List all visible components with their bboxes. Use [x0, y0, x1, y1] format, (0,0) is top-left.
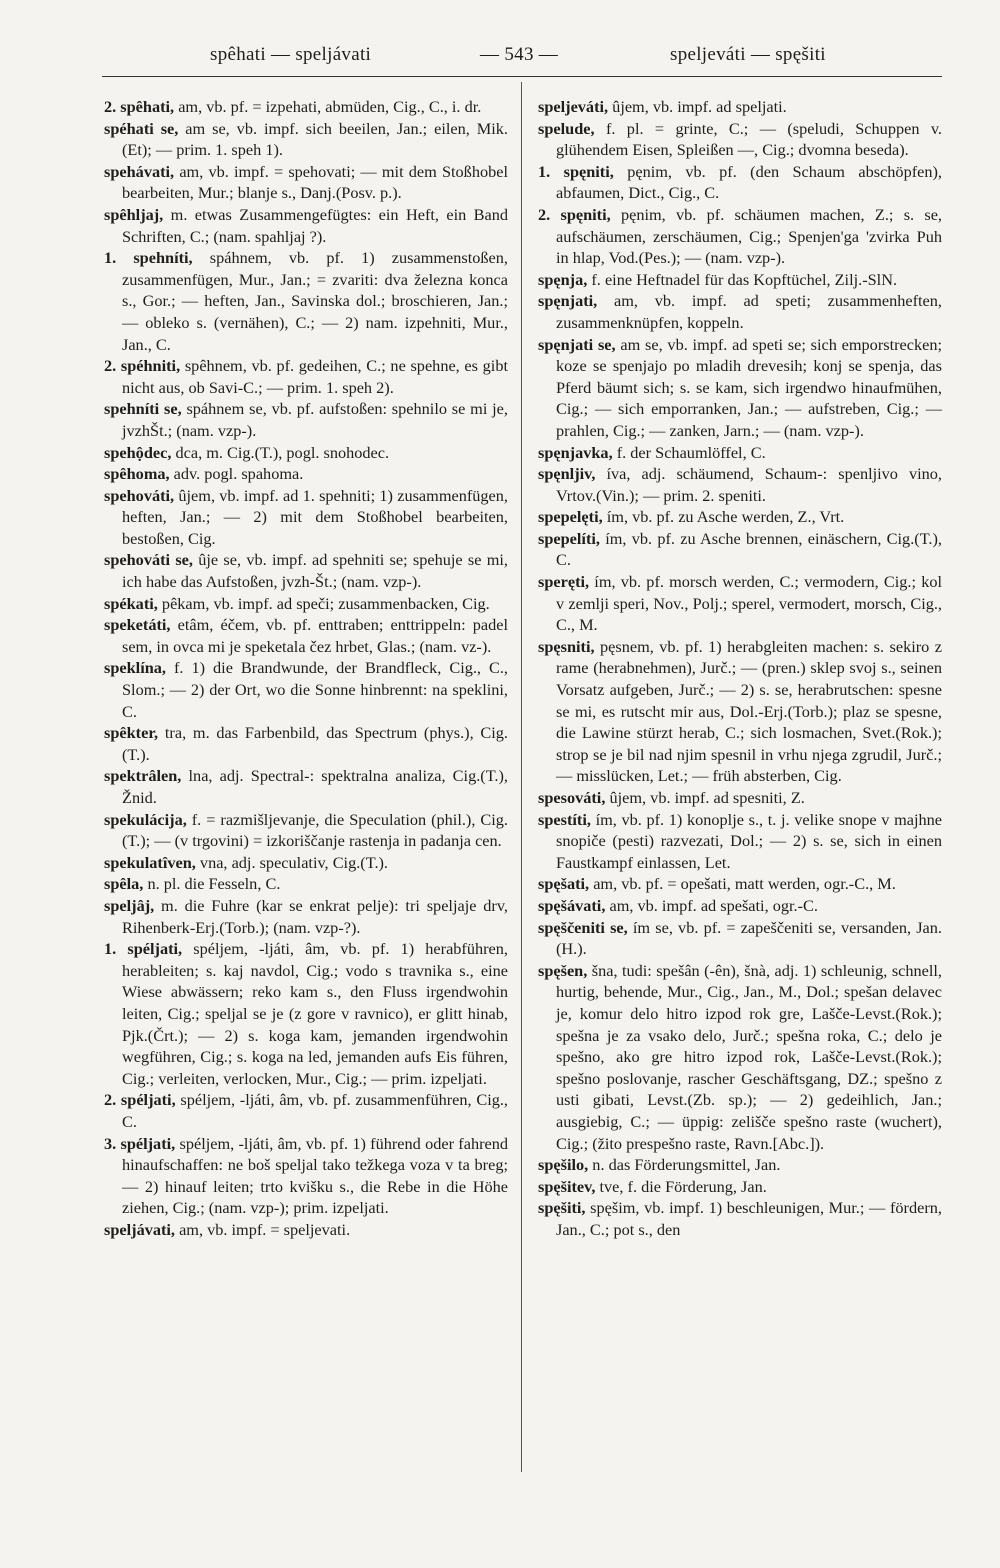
dictionary-entry [104, 809, 508, 852]
dictionary-entry [538, 895, 942, 917]
dictionary-entry [538, 96, 942, 118]
entry-definition: ím, vb. pf. 1) konoplje s., t. j. velike snope v majhne snopiče (pesti) razvezati, Dol.; — 2) s. se, sich in einen Faustkampf einlassen, Let. [556, 809, 942, 872]
header-left-guidewords: spêhati — speljávati [210, 44, 372, 65]
entry-definition: f. pl. = grinte, C.; — (speludi, Schuppen v. glühendem Eisen, Spleißen —, Cig.; dvomna beseda). [556, 118, 942, 160]
dictionary-entry [104, 938, 508, 1089]
entry-headword: 1. spęniti, [538, 161, 614, 181]
dictionary-entry [538, 463, 942, 506]
entry-definition: spęšim, vb. impf. 1) beschleunigen, Mur.; — fördern, Jan., C.; pot s., den [556, 1198, 942, 1239]
entry-headword: 1. spehníti, [104, 248, 193, 268]
entry-definition: spéljem, -ljáti, âm, vb. pf. zusammenführen, Cig., C. [122, 1090, 508, 1131]
dictionary-entry [538, 809, 942, 874]
entry-definition: dca, m. Cig.(T.), pogl. snohodec. [175, 442, 390, 462]
entry-definition: f. = razmišljevanje, die Speculation (phil.), Cig.(T.); — (v trgovini) = izkoriščanje rastenja in padanja cen. [122, 809, 508, 851]
dictionary-entry [104, 161, 508, 204]
entry-headword: 2. spęniti, [538, 204, 611, 224]
entry-headword: spelude, [538, 118, 595, 138]
entry-headword: spekulácija, [104, 809, 187, 829]
dictionary-entry [104, 463, 508, 485]
entry-headword: spęsniti, [538, 636, 595, 656]
dictionary-entry [104, 593, 508, 615]
entry-definition: pęnim, vb. pf. schäumen machen, Z.; s. se, aufschäumen, zerschäumen, Cig.; Spenjen'ga 'zvirka Puh in hlap, Vod.(Pes.); — (nam. vzp-). [556, 204, 942, 268]
entry-headword: speljeváti, [538, 97, 609, 116]
entry-definition: am, vb. impf. = speljevati. [179, 1219, 351, 1239]
header-right-guidewords: speljeváti — spęšiti [670, 44, 826, 65]
entry-definition: am se, vb. impf. ad speti se; sich emporstrecken; koze se spenjajo po mladih drevesih; konj se spenja, das Pferd bäumt sich; s. se kam, sich irgendwo hinaufmühen, Cig.; — sich emporranken, Jan.; — aufstreben, Cig.; — prahlen, Cig.; — zanken, Jarn.; — (nam. vzp-). [556, 334, 943, 440]
entry-definition: pęnim, vb. pf. (den Schaum abschöpfen), abfaumen, Dict., Cig., C. [556, 161, 942, 203]
entry-definition: ûjem, vb. impf. ad 1. spehniti; 1) zusammenfügen, heften, Jan.; — 2) mit dem Stoßhobel bearbeiten, bestoßen, Cig. [122, 485, 508, 548]
dictionary-entry [104, 1133, 508, 1219]
dictionary-entry [104, 204, 508, 247]
dictionary-entry [104, 657, 508, 722]
dictionary-entry [104, 398, 508, 441]
entry-definition: pęsnem, vb. pf. 1) herabgleiten machen: s. sekiro z rame (herabnehmen), Jurč.; — (pren.) sklep svoj s., seinen Vorsatz aufgeben, Jurč.; — 2) s. se, herabrutschen: spesne se mi, es rutscht mir aus, Dol.-Erj.(Torb.); plaz se spesne, die Lawine stürzt herab, C.; sich losmachen, Svet.(Rok.); strop se je bil nad njim spesnil in vrhu njega zgrudil, Jurč.; — misslücken, Let.; — früh absterben, Cig. [556, 636, 942, 786]
entry-definition: ím, vb. pf. zu Asche brennen, einäschern, Cig.(T.), C. [556, 528, 942, 570]
entry-definition: n. das Förderungsmittel, Jan. [592, 1155, 781, 1175]
entry-headword: spehováti se, [104, 550, 193, 570]
entry-headword: spêkter, [104, 723, 159, 743]
dictionary-entry [538, 269, 942, 291]
dictionary-entry [538, 960, 942, 1154]
entry-headword: spęnljiv, [538, 464, 596, 484]
entry-headword: spęšilo, [538, 1155, 589, 1175]
entry-definition: ím se, vb. pf. = zapeščeniti se, versanden, Jan.(H.). [556, 917, 942, 959]
entry-definition: am, vb. impf. = spehovati; — mit dem Stoßhobel bearbeiten, Mur.; blanje s., Danj.(Posv. p.). [122, 161, 508, 203]
entry-definition: lna, adj. Spectral-: spektralna analiza, Cig.(T.), Žnid. [122, 766, 508, 807]
entry-definition: etâm, éčem, vb. pf. enttraben; enttrippeln: padel sem, in ovca mi je speketala čez hrbet, Glas.; (nam. vz-). [122, 615, 509, 656]
entry-headword: spęšitev, [538, 1176, 596, 1196]
entry-headword: 2. spêhati, [104, 97, 175, 116]
entry-definition: pêkam, vb. impf. ad speči; zusammenbacken, Cig. [161, 593, 490, 613]
entry-headword: spehníti se, [104, 399, 182, 419]
dictionary-entry [538, 506, 942, 528]
entry-definition: f. eine Heftnadel für das Kopftüchel, Zilj.-SlN. [591, 269, 898, 289]
entry-headword: spekulatîven, [104, 852, 196, 872]
entry-definition: ûjem, vb. impf. ad spesniti, Z. [609, 788, 805, 807]
dictionary-entry [538, 787, 942, 809]
page-number: — 543 — [480, 44, 559, 65]
entry-headword: spepelíti, [538, 528, 600, 548]
entry-definition: am, vb. pf. = izpehati, abmüden, Cig., C., i. dr. [178, 97, 482, 116]
running-header [100, 44, 940, 74]
dictionary-entry [538, 571, 942, 636]
entry-headword: speklína, [104, 658, 166, 678]
dictionary-entry [104, 247, 508, 355]
dictionary-entry [104, 96, 508, 118]
right-column [538, 96, 942, 1240]
entry-definition: šna, tudi: spešân (-ên), šnà, adj. 1) schleunig, schnell, hurtig, behende, Mur., Cig., Jan., M., Dol.; spešan delavec je, komur delo hitro izpod rok gre, Lašče-Levst.(Rok.); spešna je za vsako delo, Jurč.; spešna roka, C.; delo je spešno, ako gre hitro izpod rok, Lašče-Levst.(Rok.); spešno poslovanje, rascher Geschäftsgang, DZ.; spešno z usti gibati, Levst.(Zb. sp.); — 2) gedeihlich, Jan.; ausgiebig, C.; — üppig: zelišče spešno raste (wuchert), Cig.; (žito prespešno raste, Ravn.[Abc.]). [556, 960, 943, 1153]
entry-definition: spêhnem, vb. pf. gedeihen, C.; ne spehne, es gibt nicht aus, ob Savi-C.; — prim. 1. speh 2). [122, 356, 508, 397]
dictionary-entry [538, 204, 942, 269]
entry-headword: spehováti, [104, 485, 175, 505]
dictionary-entry [104, 722, 508, 765]
dictionary-entry [538, 636, 942, 787]
entry-headword: 2. spéhniti, [104, 356, 181, 376]
entry-definition: spáhnem se, vb. pf. aufstoßen: spehnilo se mi je, jvzhŠt.; (nam. vzp-). [122, 399, 508, 440]
dictionary-entry [538, 917, 942, 960]
entry-definition: m. die Fuhre (kar se enkrat pelje): tri speljaje drv, Rihenberk-Erj.(Torb.); (nam. vzp-?). [122, 895, 508, 937]
dictionary-entry [104, 485, 508, 550]
entry-headword: spęšiti, [538, 1198, 586, 1218]
entry-definition: f. der Schaumlöffel, C. [616, 442, 766, 462]
entry-headword: spêla, [104, 874, 144, 894]
entry-headword: speljávati, [104, 1219, 175, 1239]
entry-definition: tve, f. die Förderung, Jan. [599, 1176, 767, 1196]
header-rule [102, 76, 942, 77]
entry-headword: spęnjati se, [538, 334, 616, 354]
entry-headword: spęnjavka, [538, 442, 613, 462]
entry-definition: adv. pogl. spahoma. [173, 464, 304, 484]
entry-headword: spékati, [104, 593, 158, 613]
entry-headword: spęšati, [538, 874, 590, 894]
entry-headword: 2. spéljati, [104, 1090, 176, 1110]
entry-headword: spesováti, [538, 788, 606, 807]
dictionary-entry [538, 118, 942, 161]
entry-definition: ûje se, vb. impf. ad spehniti se; spehuje se mi, ich habe das Aufstoßen, jvzh-Št.; (nam. vzp-). [122, 550, 508, 592]
dictionary-entry [104, 1089, 508, 1132]
column-divider [521, 82, 522, 1472]
entry-definition: íva, adj. schäumend, Schaum-: spenljivo vino, Vrtov.(Vin.); — prim. 2. speniti. [556, 464, 942, 505]
entry-headword: speljâj, [104, 895, 155, 915]
entry-headword: 1. spéljati, [104, 939, 183, 959]
entry-headword: spehộdec, [104, 442, 172, 462]
entry-headword: spêhljaj, [104, 204, 164, 224]
entry-definition: spéljem, -ljáti, âm, vb. pf. 1) führend oder fahrend hinaufschaffen: ne boš speljal tako težkega voza v ta breg; — 2) hinauf leiten; trto kvišku s., die Rebe in die Höhe ziehen, Cig.; (nam. vzp-); prim. izpeljati. [122, 1133, 509, 1218]
entry-definition: vna, adj. speculativ, Cig.(T.). [199, 852, 389, 872]
entry-headword: spęšávati, [538, 895, 606, 915]
dictionary-entry [104, 118, 508, 161]
entry-definition: spáhnem, vb. pf. 1) zusammenstoßen, zusammenfügen, Mur., Jan.; = zvariti: dva železna konca s., Gor.; — heften, Jan., Savinska dol.; broschieren, Jan.; — obleko s. (vernähen), C.; — 2) nam. izpehniti, Mur., Jan., C. [122, 248, 508, 354]
entry-definition: f. 1) die Brandwunde, der Brandfleck, Cig., C., Slom.; — 2) der Ort, wo die Sonne hinbrennt: na speklini, C. [122, 658, 508, 721]
entry-definition: am, vb. impf. ad spešati, ogr.-C. [609, 895, 818, 915]
dictionary-entry [538, 528, 942, 571]
entry-definition: n. pl. die Fesseln, C. [147, 874, 281, 894]
entry-headword: spéhati se, [104, 118, 179, 138]
dictionary-entry [104, 442, 508, 464]
entry-headword: spęšen, [538, 960, 588, 980]
entry-headword: spêhoma, [104, 464, 170, 484]
entry-headword: spektrâlen, [104, 766, 182, 786]
entry-definition: am se, vb. impf. sich beeilen, Jan.; eilen, Mik.(Et); — prim. 1. speh 1). [122, 118, 508, 160]
entry-headword: spęnja, [538, 269, 588, 289]
dictionary-entry [538, 161, 942, 204]
dictionary-entry [104, 549, 508, 592]
dictionary-entry [538, 1176, 942, 1198]
entry-definition: spéljem, -ljáti, âm, vb. pf. 1) herabführen, herableiten; s. kaj navdol, Cig.; vodo s travnika s., eine Wiese abwässern; reko kam s., den Fluss irgendwohin leiten, Cig.; speljal se je (z gore v ravnico), er glitt hinab, Pjk.(Črt.); — 2) s. koga kam, jemanden irgendwohin wegführen, Cig.; s. koga na led, jemanden aufs Eis führen, Cig.; verleiten, verlocken, Mur., Cig.; — prim. izpeljati. [122, 939, 508, 1088]
entry-definition: am, vb. impf. ad speti; zusammenheften, zusammenknüpfen, koppeln. [556, 291, 942, 332]
dictionary-entry [538, 873, 942, 895]
entry-headword: spęščeniti se, [538, 917, 628, 937]
dictionary-entry [104, 765, 508, 808]
dictionary-entry [104, 355, 508, 398]
dictionary-entry [104, 614, 508, 657]
dictionary-entry [104, 873, 508, 895]
left-column [104, 96, 508, 1240]
entry-definition: m. etwas Zusammengefügtes: ein Heft, ein Band Schriften, C.; (nam. spahljaj ?). [122, 204, 508, 246]
dictionary-entry [538, 1154, 942, 1176]
entry-headword: 3. spéljati, [104, 1133, 176, 1153]
dictionary-entry [538, 290, 942, 333]
dictionary-entry [104, 852, 508, 874]
dictionary-entry [538, 442, 942, 464]
entry-definition: ûjem, vb. impf. ad speljati. [612, 97, 787, 116]
entry-headword: spestíti, [538, 809, 591, 829]
dictionary-entry [538, 334, 942, 442]
entry-headword: speketáti, [104, 615, 171, 635]
dictionary-entry [538, 1197, 942, 1240]
entry-definition: ím, vb. pf. zu Asche werden, Z., Vrt. [606, 507, 845, 527]
entry-definition: am, vb. pf. = opešati, matt werden, ogr.-C., M. [593, 874, 896, 894]
dictionary-entry [104, 1219, 508, 1241]
entry-headword: spęnjati, [538, 291, 598, 311]
entry-headword: spehávati, [104, 161, 175, 181]
entry-definition: ím, vb. pf. morsch werden, C.; vermodern, Cig.; kol v zemlji speri, Nov., Polj.; sperel, vermodert, morsch, Cig., C., M. [556, 572, 942, 635]
entry-headword: spepelęti, [538, 507, 603, 527]
entry-definition: tra, m. das Farbenbild, das Spectrum (phys.), Cig.(T.). [122, 723, 509, 764]
dictionary-entry [104, 895, 508, 938]
entry-headword: speręti, [538, 572, 590, 592]
